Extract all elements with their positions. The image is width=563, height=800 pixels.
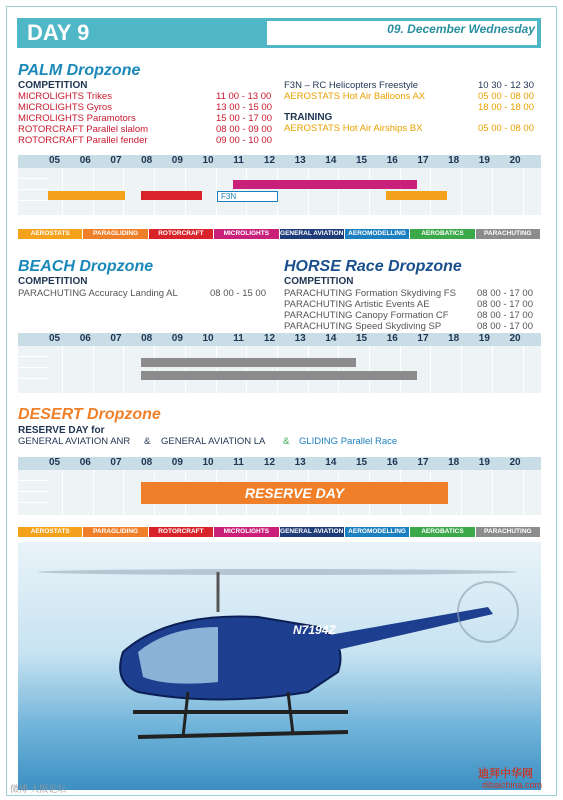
palm-right-event-name: AEROSTATS Hot Air Balloons AX <box>284 91 426 102</box>
hour-divider <box>461 470 462 515</box>
hour-divider <box>369 346 370 393</box>
palm-event-time: 13 00 - 15 00 <box>216 102 272 113</box>
hour-label: 20 <box>509 155 521 166</box>
desert-reserve-for: RESERVE DAY for <box>18 425 105 436</box>
rotorcraft-bar <box>141 191 202 200</box>
palm-right-event-time: 05 00 - 08 00 <box>478 91 534 102</box>
hour-label: 14 <box>325 333 337 344</box>
hour-divider <box>62 470 63 515</box>
horse-competition-label: COMPETITION <box>284 276 354 287</box>
legend-item: PARAGLIDING <box>83 229 148 239</box>
hour-divider <box>62 346 63 393</box>
day-title: DAY 9 <box>27 20 90 45</box>
hour-divider <box>338 346 339 393</box>
palm-competition-label: COMPETITION <box>18 80 88 91</box>
hour-label: 06 <box>79 155 91 166</box>
hour-label: 14 <box>325 457 337 468</box>
legend-item: AEROBATICS <box>410 229 475 239</box>
aerostats-balloons-bar <box>48 191 125 200</box>
hour-divider <box>216 346 217 393</box>
hour-divider <box>492 346 493 393</box>
hour-label: 16 <box>386 333 398 344</box>
hour-label: 09 <box>171 155 183 166</box>
palm-event-name: MICROLIGHTS Paramotors <box>18 113 136 124</box>
hour-divider <box>246 346 247 393</box>
palm-right-event-time: 10 30 - 12 30 <box>478 80 534 91</box>
hour-label: 11 <box>233 155 244 166</box>
hour-divider <box>93 470 94 515</box>
hour-label: 20 <box>509 333 521 344</box>
hour-label: 12 <box>263 333 276 344</box>
hour-divider <box>123 470 124 515</box>
hour-divider <box>308 168 309 215</box>
hour-divider <box>492 168 493 215</box>
palm-event-name: MICROLIGHTS Trikes <box>18 91 112 102</box>
hour-label: 17 <box>417 333 429 344</box>
hour-label: 12 <box>263 457 276 468</box>
watermark-left: 微博 大阪论坛 <box>10 784 67 794</box>
hour-label: 13 <box>294 333 306 344</box>
hour-divider <box>400 346 401 393</box>
hour-label: 09 <box>171 333 183 344</box>
palm-event-name: ROTORCRAFT Parallel slalom <box>18 124 149 135</box>
hour-label: 17 <box>417 155 429 166</box>
hour-label: 18 <box>448 457 460 468</box>
hour-label: 05 <box>49 155 61 166</box>
horse-event-name: PARACHUTING Canopy Formation CF <box>284 310 449 321</box>
palm-right-event-time: 18 00 - 18 00 <box>478 102 534 113</box>
beach-horse-timeline <box>18 333 541 393</box>
legend-item: MICROLIGHTS <box>214 527 279 537</box>
aerostats-airships-bar <box>386 191 447 200</box>
helicopter-photo <box>18 542 541 790</box>
hour-divider <box>461 168 462 215</box>
legend-item: AEROMODELLING <box>345 229 410 239</box>
palm-event-time: 15 00 - 17 00 <box>216 113 272 124</box>
hour-label: 05 <box>49 333 61 344</box>
palm-training-event-name: AEROSTATS Hot Air Airships BX <box>284 123 423 134</box>
hour-label: 08 <box>141 457 153 468</box>
legend-item: PARACHUTING <box>476 527 541 537</box>
legend-item: AEROBATICS <box>410 527 475 537</box>
hour-divider <box>523 346 524 393</box>
desert-amp-1: & <box>144 436 151 447</box>
hour-divider <box>93 346 94 393</box>
hour-divider <box>277 346 278 393</box>
desert-gliding: GLIDING Parallel Race <box>299 436 398 447</box>
hour-label: 10 <box>202 155 214 166</box>
hour-divider <box>492 470 493 515</box>
hour-divider <box>523 470 524 515</box>
hour-divider <box>123 346 124 393</box>
f3n-bar: F3N <box>217 191 278 202</box>
palm-event-name: MICROLIGHTS Gyros <box>18 102 112 113</box>
beach-competition-label: COMPETITION <box>18 276 88 287</box>
beach-event-name: PARACHUTING Accuracy Landing AL <box>18 288 178 299</box>
hour-label: 18 <box>448 155 460 166</box>
palm-right-event-name: F3N – RC Helicopters Freestyle <box>284 80 419 91</box>
hour-divider <box>461 346 462 393</box>
desert-amp-2: & <box>283 436 290 447</box>
hour-label: 08 <box>141 333 153 344</box>
hour-label: 16 <box>386 155 398 166</box>
palm-training-event-time: 05 00 - 08 00 <box>478 123 534 134</box>
watermark-right-cn: 迪拜中华网 <box>478 768 533 780</box>
desert-title: DESERT Dropzone <box>18 406 161 423</box>
palm-event-time: 09 00 - 10 00 <box>216 135 272 146</box>
hour-label: 07 <box>110 333 122 344</box>
hour-label: 07 <box>110 155 122 166</box>
desert-ga-la: GENERAL AVIATION LA <box>161 436 266 447</box>
hour-label: 19 <box>478 333 490 344</box>
palm-training-label: TRAINING <box>284 112 333 123</box>
legend-item: PARACHUTING <box>476 229 541 239</box>
timeline-header <box>18 333 541 346</box>
hour-divider <box>154 346 155 393</box>
hour-label: 15 <box>356 155 368 166</box>
watermark-right-url: dibaichina.com <box>482 780 543 790</box>
hour-label: 06 <box>79 457 91 468</box>
horse-event-time: 08 00 - 17 00 <box>477 310 533 321</box>
hour-label: 11 <box>233 333 244 344</box>
hour-divider <box>523 168 524 215</box>
horse-event-time: 08 00 - 17 00 <box>477 288 533 299</box>
reserve-day-bar: RESERVE DAY <box>141 482 448 504</box>
legend-item: AEROSTATS <box>18 527 83 537</box>
hour-label: 10 <box>202 457 214 468</box>
microlights-bar <box>233 180 417 189</box>
legend-item: ROTORCRAFT <box>149 527 214 537</box>
hour-label: 13 <box>294 155 306 166</box>
hour-label: 08 <box>141 155 153 166</box>
timeline-header <box>18 155 541 168</box>
hour-divider <box>185 346 186 393</box>
hour-label: 20 <box>509 457 521 468</box>
hour-label: 12 <box>263 155 276 166</box>
hour-divider <box>369 168 370 215</box>
horse-title: HORSE Race Dropzone <box>284 258 462 275</box>
beach-event-time: 08 00 - 15 00 <box>210 288 266 299</box>
beach-title: BEACH Dropzone <box>18 258 154 275</box>
hour-label: 19 <box>478 155 490 166</box>
hour-label: 06 <box>79 333 91 344</box>
hour-divider <box>308 346 309 393</box>
legend-item: MICROLIGHTS <box>214 229 279 239</box>
date-label: 09. December Wednesday <box>387 22 535 36</box>
hour-label: 11 <box>233 457 244 468</box>
legend-item: GENERAL AVIATION <box>280 528 344 535</box>
hour-label: 16 <box>386 457 398 468</box>
hour-label: 07 <box>110 457 122 468</box>
day-banner <box>17 18 541 48</box>
legend-item: ROTORCRAFT <box>149 229 214 239</box>
hour-label: 19 <box>478 457 490 468</box>
beach-accuracy-bar <box>141 358 356 367</box>
registration-text: N7194Z <box>293 623 336 637</box>
hour-label: 09 <box>171 457 183 468</box>
horse-parachuting-bar <box>141 371 417 380</box>
hour-label: 15 <box>356 457 368 468</box>
legend-item: PARAGLIDING <box>83 527 148 537</box>
timeline-header <box>18 457 541 470</box>
hour-label: 17 <box>417 457 429 468</box>
hour-label: 15 <box>356 333 368 344</box>
horse-event-name: PARACHUTING Artistic Events AE <box>284 299 430 310</box>
palm-event-time: 08 00 - 09 00 <box>216 124 272 135</box>
palm-event-time: 11 00 - 13 00 <box>216 91 272 102</box>
hour-label: 05 <box>49 457 61 468</box>
palm-title: PALM Dropzone <box>18 62 141 79</box>
horse-event-time: 08 00 - 17 00 <box>477 321 533 332</box>
hour-divider <box>430 346 431 393</box>
hour-label: 10 <box>202 333 214 344</box>
hour-label: 18 <box>448 333 460 344</box>
horse-event-name: PARACHUTING Speed Skydiving SP <box>284 321 442 332</box>
legend-item: GENERAL AVIATION <box>280 230 344 237</box>
desert-ga-anr: GENERAL AVIATION ANR <box>18 436 131 447</box>
horse-event-name: PARACHUTING Formation Skydiving FS <box>284 288 456 299</box>
helicopter-illustration <box>18 542 541 790</box>
legend-item: AEROSTATS <box>18 229 83 239</box>
palm-timeline <box>18 155 541 215</box>
palm-event-name: ROTORCRAFT Parallel fender <box>18 135 148 146</box>
horse-event-time: 08 00 - 17 00 <box>477 299 533 310</box>
hour-divider <box>338 168 339 215</box>
hour-label: 14 <box>325 155 337 166</box>
category-legend <box>18 229 541 239</box>
category-legend-2 <box>18 527 541 537</box>
hour-label: 13 <box>294 457 306 468</box>
legend-item: AEROMODELLING <box>345 527 410 537</box>
